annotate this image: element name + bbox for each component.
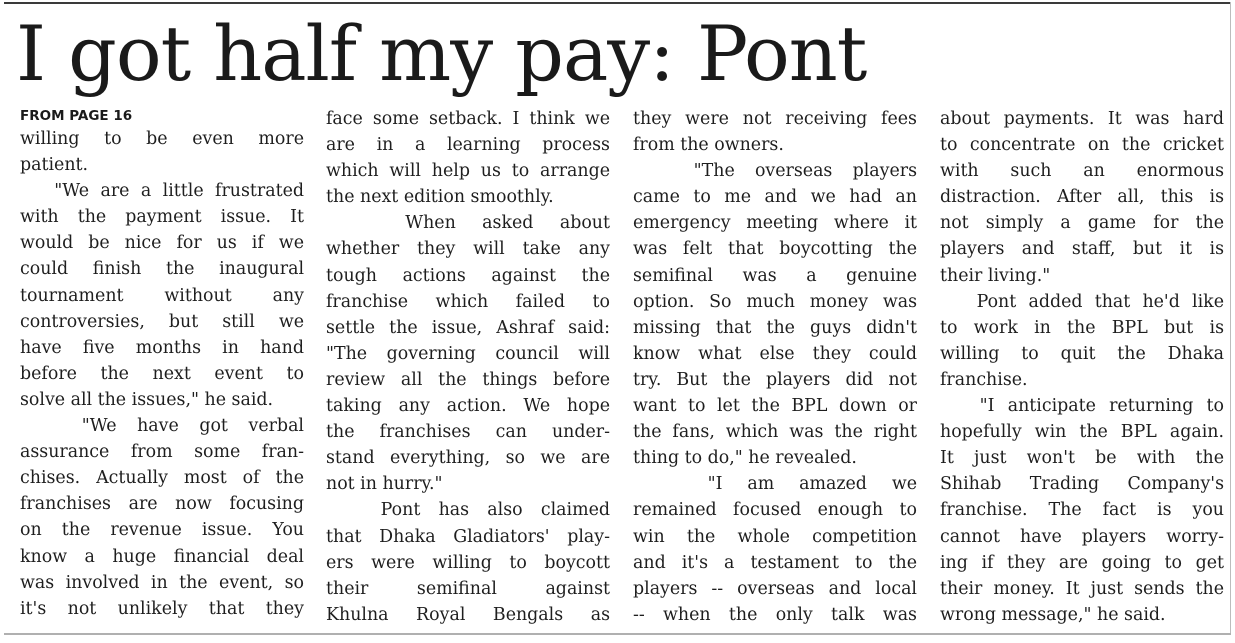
text-line: When asked about (326, 213, 610, 234)
text-line: semifinal was a genuine (633, 265, 917, 286)
text-line: are in a learning process (326, 135, 610, 156)
article-body (20, 106, 1225, 634)
text-line: try. But the players did not (633, 369, 917, 390)
text-line: was felt that boycotting the (633, 239, 917, 260)
text-line: before the next event to (20, 363, 304, 384)
text-line: players -- overseas and local (633, 578, 917, 599)
text-line: "I am amazed we (633, 474, 917, 495)
text-line: "The governing council will (326, 343, 610, 364)
text-line: about payments. It was hard (940, 109, 1224, 129)
text-line: distraction. After all, this is (940, 187, 1224, 208)
text-line: Shihab Trading Company's (940, 474, 1224, 495)
text-line: "The overseas players (633, 161, 917, 182)
text-line: "I anticipate returning to (940, 396, 1224, 417)
text-line: with the payment issue. It (20, 207, 304, 228)
text-line: tournament without any (20, 285, 304, 306)
text-line: their semifinal against (326, 578, 610, 599)
text-line: emergency meeting where it (633, 213, 917, 234)
text-line: know what else they could (633, 343, 917, 364)
text-line: not in hurry." (326, 474, 443, 495)
text-line: the next edition smoothly. (326, 187, 554, 208)
text-line: cannot have players worry- (940, 526, 1224, 547)
text-line: they were not receiving fees (633, 109, 917, 129)
text-line: their money. It just sends the (940, 578, 1224, 599)
text-line: stand everything, so we are (326, 448, 610, 469)
text-line: the fans, which was the right (633, 422, 917, 443)
text-line: their living." (940, 265, 1051, 286)
text-line: have five months in hand (20, 337, 304, 358)
text-line: willing to be even more (20, 129, 304, 149)
continuation-kicker: FROM PAGE 16 (20, 108, 133, 124)
text-line: thing to do," he revealed. (633, 448, 857, 469)
text-line: to concentrate on the cricket (940, 135, 1224, 156)
text-line: the franchises can under- (326, 422, 610, 443)
text-line: win the whole competition (633, 526, 917, 547)
text-line: controversies, but still we (20, 311, 304, 332)
text-line: Khulna Royal Bengals as (326, 604, 610, 625)
right-rule (1230, 2, 1231, 635)
text-line: settle the issue, Ashraf said: (326, 317, 610, 338)
text-line: that Dhaka Gladiators' play- (326, 526, 610, 547)
text-line: chises. Actually most of the (20, 468, 304, 489)
text-line: missing that the guys didn't (633, 317, 917, 338)
text-line: Pont added that he'd like (940, 291, 1224, 312)
article-column-4 (940, 106, 1224, 634)
text-line: and it's a testament to the (633, 552, 917, 573)
text-line: patient. (20, 155, 89, 176)
text-line: solve all the issues," he said. (20, 389, 274, 410)
text-line: ers were willing to boycott (326, 552, 610, 573)
text-line: to work in the BPL but is (940, 317, 1224, 338)
text-line: whether they will take any (326, 239, 610, 260)
text-line: know a huge financial deal (20, 546, 304, 567)
text-line: willing to quit the Dhaka (940, 343, 1224, 364)
text-line: franchises are now focusing (20, 494, 304, 515)
text-line: could finish the inaugural (20, 259, 304, 280)
article-column-3 (633, 106, 917, 634)
text-line: ing if they are going to get (940, 552, 1224, 573)
text-line: franchise. (940, 369, 1028, 390)
text-line: was involved in the event, so (20, 572, 304, 593)
text-line: taking any action. We hope (326, 396, 610, 417)
text-line: option. So much money was (633, 291, 917, 312)
text-line: it's not unlikely that they (20, 598, 304, 619)
text-line: on the revenue issue. You (20, 520, 304, 541)
text-line: franchise which failed to (326, 291, 610, 312)
text-line: Pont has also claimed (326, 500, 610, 521)
text-line: which will help us to arrange (326, 161, 610, 182)
text-line: players and staff, but it is (940, 239, 1224, 260)
text-line: -- when the only talk was (633, 604, 917, 625)
text-line: It just won't be with the (940, 448, 1224, 469)
text-line: would be nice for us if we (20, 233, 304, 254)
text-line: review all the things before (326, 369, 610, 390)
article-column-1 (20, 106, 304, 634)
text-line: face some setback. I think we (326, 109, 610, 129)
text-line: assurance from some fran- (20, 442, 304, 463)
text-line: wrong message," he said. (940, 604, 1166, 625)
text-line: not simply a game for the (940, 213, 1224, 234)
text-line: with such an enormous (940, 161, 1224, 182)
text-line: franchise. The fact is you (940, 500, 1224, 521)
headline: I got half my pay: Pont (16, 9, 867, 98)
text-line: "We have got verbal (20, 416, 304, 437)
text-line: from the owners. (633, 135, 784, 156)
text-line: hopefully win the BPL again. (940, 422, 1224, 443)
text-line: came to me and we had an (633, 187, 917, 208)
text-line: want to let the BPL down or (633, 396, 917, 417)
text-line: tough actions against the (326, 265, 610, 286)
text-line: "We are a little frustrated (20, 181, 304, 202)
article-column-2 (326, 106, 610, 634)
text-line: remained focused enough to (633, 500, 917, 521)
